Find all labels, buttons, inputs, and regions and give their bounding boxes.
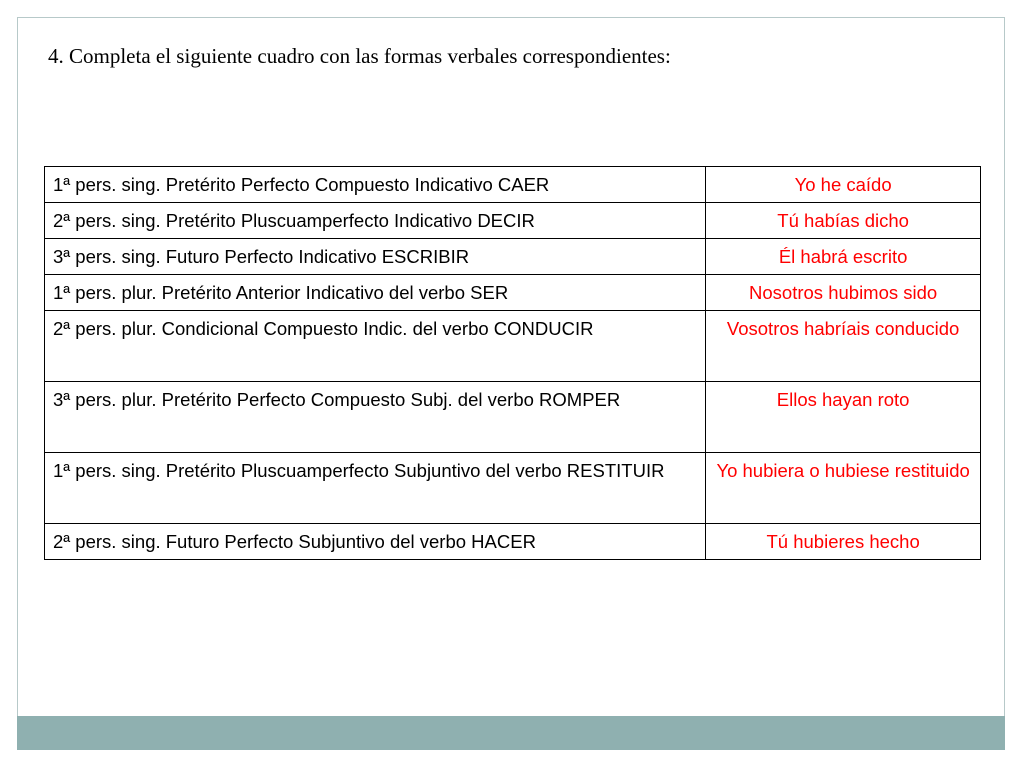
verb-description: 1ª pers. sing. Pretérito Pluscuamperfecto Subjuntivo del verbo RESTITUIR <box>45 453 706 524</box>
verb-answer: Ellos hayan roto <box>706 382 981 453</box>
table-row <box>45 382 981 453</box>
verb-answer: Tú habías dicho <box>706 203 981 239</box>
verb-description: 2ª pers. sing. Futuro Perfecto Subjuntivo del verbo HACER <box>45 524 706 560</box>
exercise-title: 4. Completa el siguiente cuadro con las formas verbales correspondientes: <box>48 44 671 68</box>
footer-band <box>17 716 1005 750</box>
verb-answer: Yo hubiera o hubiese restituido <box>706 453 981 524</box>
table-row <box>45 524 981 560</box>
table-row <box>45 203 981 239</box>
verb-forms-table <box>44 166 981 560</box>
verb-description: 2ª pers. sing. Pretérito Pluscuamperfecto Indicativo DECIR <box>45 203 706 239</box>
table-row <box>45 239 981 275</box>
verb-description: 3ª pers. sing. Futuro Perfecto Indicativo ESCRIBIR <box>45 239 706 275</box>
verb-description: 2ª pers. plur. Condicional Compuesto Indic. del verbo CONDUCIR <box>45 311 706 382</box>
verb-answer: Yo he caído <box>706 167 981 203</box>
table-row <box>45 311 981 382</box>
verb-answer: Nosotros hubimos sido <box>706 275 981 311</box>
table-row <box>45 453 981 524</box>
table-row <box>45 167 981 203</box>
table-row <box>45 275 981 311</box>
verb-description: 3ª pers. plur. Pretérito Perfecto Compuesto Subj. del verbo ROMPER <box>45 382 706 453</box>
verb-description: 1ª pers. plur. Pretérito Anterior Indicativo del verbo SER <box>45 275 706 311</box>
verb-answer: Él habrá escrito <box>706 239 981 275</box>
verb-answer: Vosotros habríais conducido <box>706 311 981 382</box>
verb-description: 1ª pers. sing. Pretérito Perfecto Compuesto Indicativo CAER <box>45 167 706 203</box>
verb-answer: Tú hubieres hecho <box>706 524 981 560</box>
